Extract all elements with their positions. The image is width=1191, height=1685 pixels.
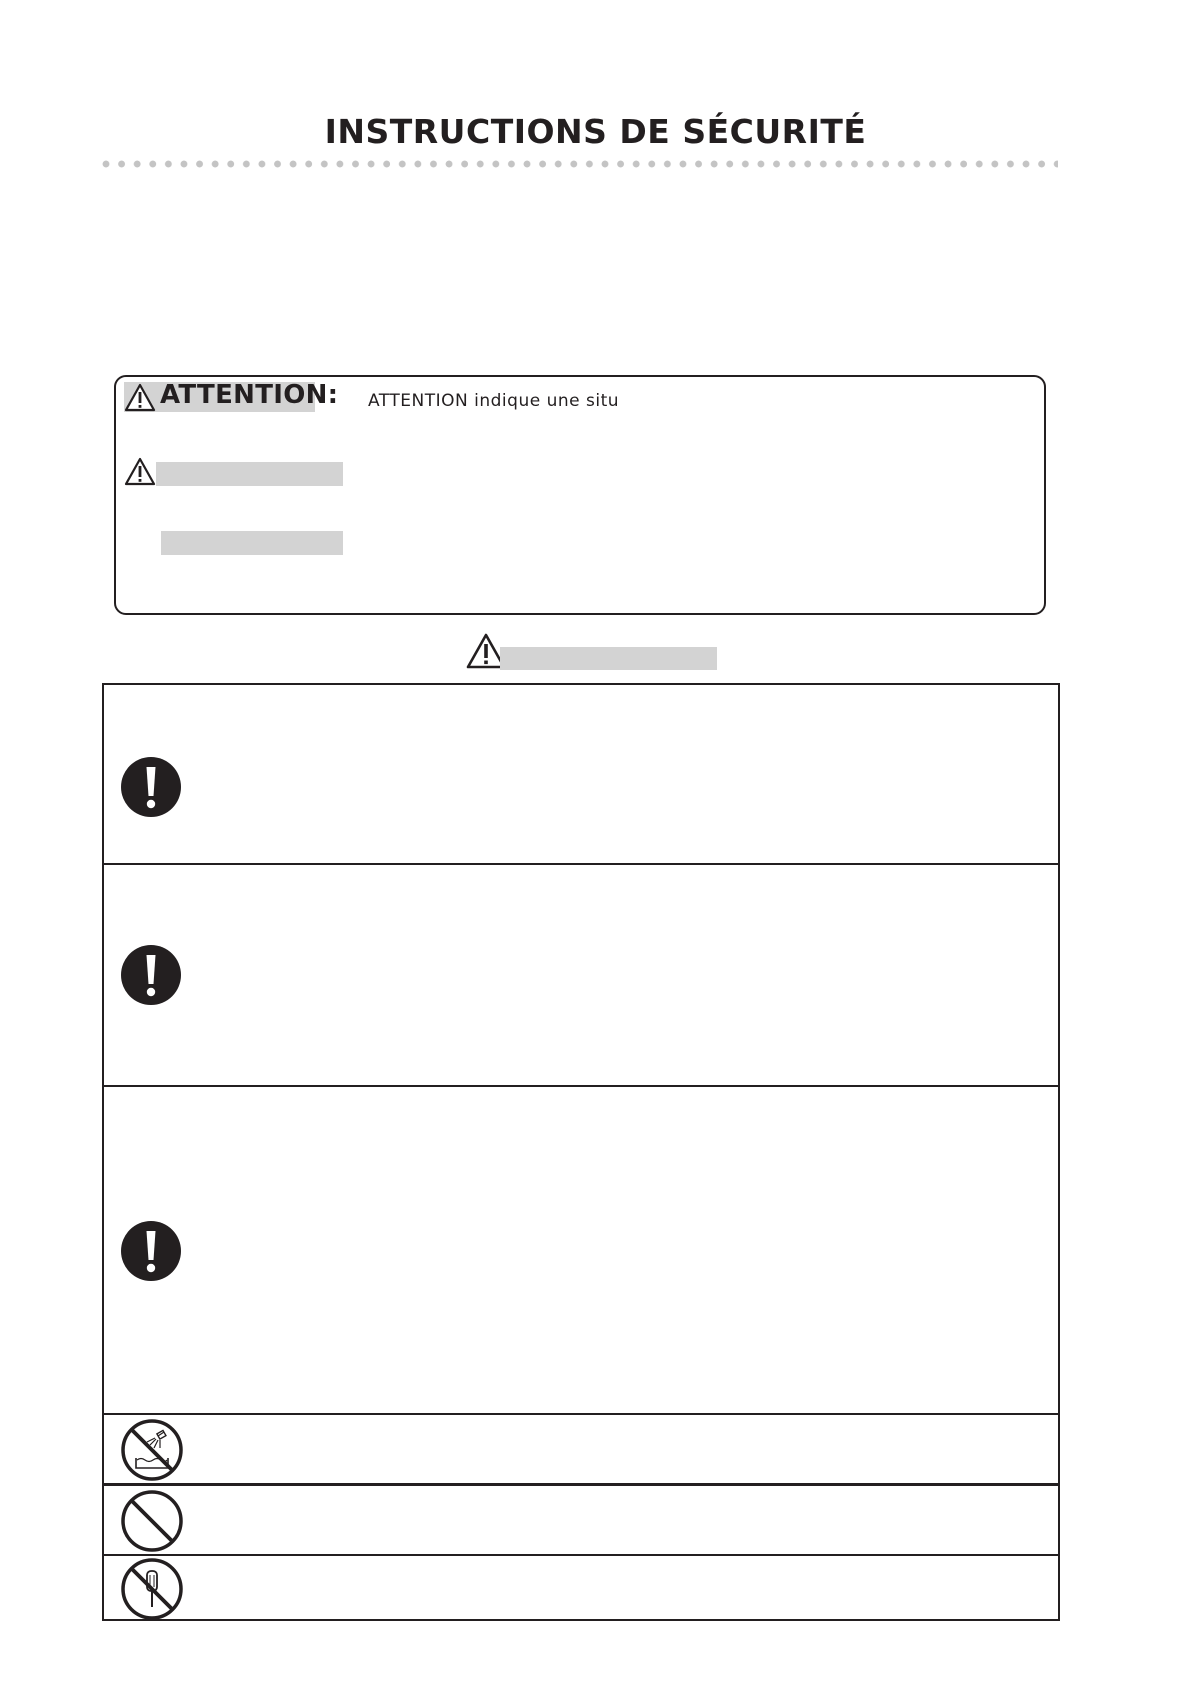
redacted-note-label: [161, 531, 343, 555]
warning-triangle-icon: [124, 457, 156, 486]
mandatory-exclamation-icon: [120, 756, 182, 818]
attention-label-text: ATTENTION: [160, 380, 328, 410]
safety-table: [102, 683, 1060, 1621]
prohibited-icon: [120, 1489, 184, 1553]
table-row: [104, 1486, 1058, 1556]
no-water-icon: [120, 1418, 184, 1482]
dotted-divider: [102, 160, 1058, 168]
table-row: [104, 1087, 1058, 1415]
attention-description: ATTENTION indique une situ: [368, 391, 620, 411]
warning-triangle-icon: [124, 383, 156, 412]
table-row: [104, 1415, 1058, 1486]
table-row: [104, 1556, 1058, 1619]
mandatory-exclamation-icon: [120, 944, 182, 1006]
page-title: INSTRUCTIONS DE SÉCURITÉ: [324, 112, 867, 151]
table-row: [104, 865, 1058, 1087]
attention-label-colon: :: [327, 380, 339, 410]
table-row: [104, 685, 1058, 865]
redacted-section-heading: [500, 647, 717, 670]
redacted-warning-label: [156, 462, 343, 486]
no-disassembly-icon: [120, 1557, 184, 1621]
attention-label: [160, 380, 338, 410]
mandatory-exclamation-icon: [120, 1220, 182, 1282]
